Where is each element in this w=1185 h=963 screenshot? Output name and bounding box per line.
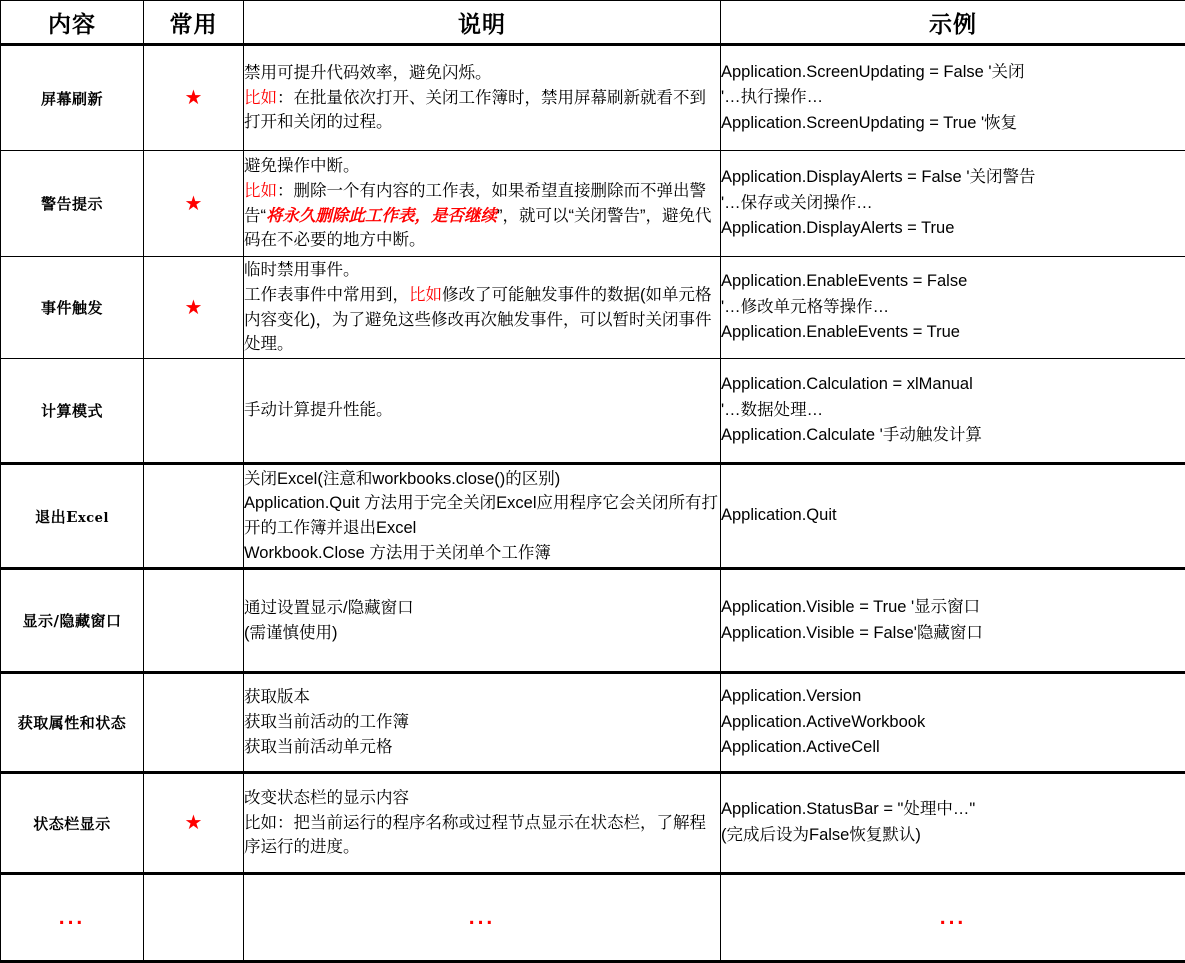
row-content-text: 退出E bbox=[35, 508, 78, 526]
row-description bbox=[244, 45, 721, 151]
row-description-segment: 临时禁用事件。 bbox=[244, 261, 360, 279]
row-example-code bbox=[721, 45, 1185, 151]
row-example-line: '…保存或关闭操作… bbox=[721, 191, 1185, 217]
row-description bbox=[244, 464, 721, 569]
row-content-text: 计算模式 bbox=[41, 402, 103, 420]
row-example-line: Application.Visible = True '显示窗口 bbox=[721, 595, 1185, 621]
row-description-segment: 改变状态栏的显示内容 bbox=[244, 789, 409, 807]
row-example-line: Application.DisplayAlerts = False '关闭警告 bbox=[721, 165, 1185, 191]
table-row bbox=[1, 359, 1185, 464]
row-example-line: Application.DisplayAlerts = True bbox=[721, 216, 1185, 242]
row-example-line: Application.ActiveCell bbox=[721, 735, 1185, 761]
row-content-text: 屏幕刷新 bbox=[41, 90, 103, 108]
row-description-segment: 工作表事件中常用到， bbox=[244, 286, 409, 304]
row-description-segment: 比如 bbox=[244, 182, 277, 200]
table-row bbox=[1, 673, 1185, 773]
row-description-line bbox=[244, 86, 720, 136]
row-example-code bbox=[721, 359, 1185, 464]
row-example-line: Application.ScreenUpdating = True '恢复 bbox=[721, 111, 1185, 137]
row-example-line: Application.ActiveWorkbook bbox=[721, 710, 1185, 736]
row-common-empty bbox=[144, 464, 244, 569]
row-example-line: Application.Version bbox=[721, 684, 1185, 710]
row-content-label bbox=[1, 773, 144, 874]
row-description-segment: 获取当前活动的工作簿 bbox=[244, 713, 409, 731]
row-example-line: Application.Calculation = xlManual bbox=[721, 372, 1185, 398]
row-example-code bbox=[721, 151, 1185, 257]
row-description-line bbox=[244, 467, 720, 492]
row-content-label bbox=[1, 464, 144, 569]
row-example-line: Application.EnableEvents = False bbox=[721, 269, 1185, 295]
row-content-text: 事件触发 bbox=[41, 299, 103, 317]
row-example-line: Application.StatusBar = "处理中…" bbox=[721, 797, 1185, 823]
row-description bbox=[244, 673, 721, 773]
row-common-empty bbox=[144, 569, 244, 673]
row-description-segment: 获取版本 bbox=[244, 688, 310, 706]
row-content-label bbox=[1, 45, 144, 151]
row-content-ellipsis: ... bbox=[1, 874, 144, 962]
row-description-segment: 避免操作中断。 bbox=[244, 157, 360, 175]
row-example-line: Application.ScreenUpdating = False '关闭 bbox=[721, 60, 1185, 86]
row-description bbox=[244, 257, 721, 359]
row-example-line: '…数据处理… bbox=[721, 398, 1185, 424]
row-description-segment: ：删除一个有内容的工作表，如果希望直接删除而不弹出警告“ bbox=[244, 182, 706, 225]
table-row bbox=[1, 151, 1185, 257]
row-description-segment: 比如 bbox=[409, 286, 442, 304]
row-description-segment: 修改了可能触发事件的数据(如单元格内容变化)，为了避免这些修改再次触发事件，可以暂时关闭事件处理。 bbox=[244, 286, 712, 354]
row-content-label bbox=[1, 359, 144, 464]
row-description-line bbox=[244, 710, 720, 735]
row-content-label bbox=[1, 569, 144, 673]
row-content-label bbox=[1, 673, 144, 773]
row-description-segment: 获取当前活动单元格 bbox=[244, 738, 393, 756]
row-description-segment: 手动计算提升性能。 bbox=[244, 401, 393, 419]
row-description-segment: ”，就可以“关闭警告”，避免代码在不必要的地方中断。 bbox=[244, 207, 711, 250]
table-row bbox=[1, 874, 1185, 962]
row-description-segment: 比如 bbox=[244, 89, 277, 107]
row-description-line bbox=[244, 398, 720, 423]
row-common-empty bbox=[144, 874, 244, 962]
row-description-ellipsis: ... bbox=[244, 874, 721, 962]
row-description-line bbox=[244, 154, 720, 179]
row-description-line bbox=[244, 491, 720, 541]
row-example-code bbox=[721, 257, 1185, 359]
row-content-label bbox=[1, 257, 144, 359]
column-header-example: 示例 bbox=[721, 1, 1185, 45]
row-content-text: 状态栏显示 bbox=[33, 815, 111, 833]
row-example-line: Application.EnableEvents = True bbox=[721, 320, 1185, 346]
row-description-segment: Workbook.Close 方法用于关闭单个工作簿 bbox=[244, 544, 551, 562]
row-description-segment: 禁用可提升代码效率，避免闪烁。 bbox=[244, 64, 492, 82]
row-example-line: Application.Visible = False'隐藏窗口 bbox=[721, 621, 1185, 647]
row-description-line bbox=[244, 61, 720, 86]
row-common-star-icon: ★ bbox=[144, 257, 244, 359]
row-content-text: 显示/隐藏窗口 bbox=[23, 612, 122, 630]
table-row bbox=[1, 257, 1185, 359]
row-content-label bbox=[1, 151, 144, 257]
row-description-line bbox=[244, 283, 720, 357]
row-example-line: (完成后设为False恢复默认) bbox=[721, 823, 1185, 849]
row-example-line: '…修改单元格等操作… bbox=[721, 295, 1185, 321]
table-header-row bbox=[1, 1, 1185, 45]
row-description bbox=[244, 359, 721, 464]
column-header-content: 内容 bbox=[1, 1, 144, 45]
row-description-line bbox=[244, 541, 720, 566]
table-row bbox=[1, 464, 1185, 569]
row-example-ellipsis: ... bbox=[721, 874, 1185, 962]
row-example-code bbox=[721, 464, 1185, 569]
table-row bbox=[1, 45, 1185, 151]
row-description bbox=[244, 569, 721, 673]
row-description-line bbox=[244, 811, 720, 861]
row-description-line bbox=[244, 596, 720, 621]
row-description-segment: 将永久删除此工作表，是否继续 bbox=[266, 207, 497, 225]
row-content-text: 警告提示 bbox=[41, 195, 103, 213]
row-description-segment: 关闭Excel(注意和workbooks.close()的区别) bbox=[244, 470, 560, 488]
row-description-line bbox=[244, 786, 720, 811]
row-common-star-icon: ★ bbox=[144, 773, 244, 874]
row-common-star-icon: ★ bbox=[144, 151, 244, 257]
row-content-text: 获取属性和状态 bbox=[18, 714, 127, 732]
row-example-line: Application.Calculate '手动触发计算 bbox=[721, 423, 1185, 449]
row-example-line: Application.Quit bbox=[721, 503, 1185, 529]
row-example-code bbox=[721, 569, 1185, 673]
row-example-code bbox=[721, 773, 1185, 874]
row-content-text-suffix: xcel bbox=[78, 511, 109, 526]
row-common-empty bbox=[144, 673, 244, 773]
row-description-line bbox=[244, 179, 720, 253]
table-row bbox=[1, 773, 1185, 874]
row-example-code bbox=[721, 673, 1185, 773]
row-description bbox=[244, 773, 721, 874]
row-description-segment: Application.Quit 方法用于完全关闭Excel应用程序它会关闭所有打开的工作簿并退出Excel bbox=[244, 494, 718, 537]
table-row bbox=[1, 569, 1185, 673]
row-description bbox=[244, 151, 721, 257]
row-description-segment: 比如：把当前运行的程序名称或过程节点显示在状态栏，了解程序运行的进度。 bbox=[244, 814, 706, 857]
row-common-empty bbox=[144, 359, 244, 464]
row-common-star-icon: ★ bbox=[144, 45, 244, 151]
row-description-line bbox=[244, 735, 720, 760]
row-description-line bbox=[244, 258, 720, 283]
column-header-common: 常用 bbox=[144, 1, 244, 45]
row-description-segment: 通过设置显示/隐藏窗口 bbox=[244, 599, 414, 617]
table-head bbox=[1, 1, 1185, 45]
row-description-segment: ：在批量依次打开、关闭工作簿时，禁用屏幕刷新就看不到打开和关闭的过程。 bbox=[244, 89, 706, 132]
column-header-description: 说明 bbox=[244, 1, 721, 45]
row-description-line bbox=[244, 685, 720, 710]
row-description-segment: (需谨慎使用) bbox=[244, 624, 338, 642]
row-example-line: '…执行操作… bbox=[721, 85, 1185, 111]
row-description-line bbox=[244, 621, 720, 646]
table-body bbox=[1, 45, 1185, 962]
